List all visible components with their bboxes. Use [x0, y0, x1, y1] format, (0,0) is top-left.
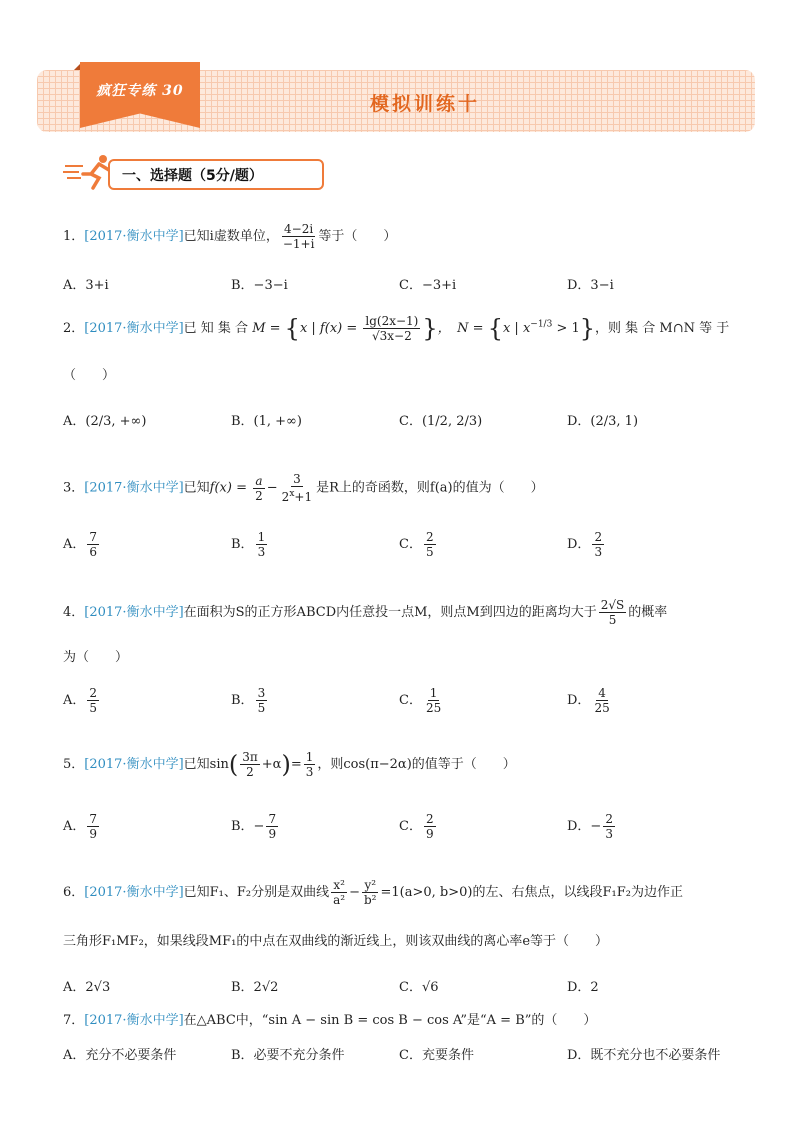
denominator: b²: [364, 893, 377, 907]
question-number: 1．: [63, 229, 85, 244]
question-number: 5．: [63, 757, 85, 772]
question-source: [2017·衡水中学]: [84, 480, 184, 496]
option-a[interactable]: A．充分不必要条件: [63, 1048, 177, 1063]
option-d[interactable]: D．3−i: [567, 278, 614, 293]
option-d[interactable]: D． $\frac{2}{3}$: [567, 530, 603, 559]
question-number: 3．: [63, 480, 85, 496]
numerator: 3: [293, 472, 301, 486]
question-number: 4．: [63, 605, 85, 620]
question-number: 6．: [63, 885, 85, 900]
question-number: 7．: [63, 1013, 85, 1028]
option-a[interactable]: A．2√3: [63, 980, 111, 995]
option-d[interactable]: D．2: [567, 980, 599, 995]
math-text: ， N =: [437, 321, 488, 336]
math-text: > 1: [552, 321, 580, 336]
option-b[interactable]: B．必要不充分条件: [231, 1048, 345, 1063]
fraction: [253, 474, 265, 503]
section-title: 一、选择题（5分/题）: [122, 168, 263, 184]
numerator: lg(2x−1): [365, 314, 419, 328]
question-text: 在△ABC中，“sin A − sin B = cos B − cos A”是“A = B”的（ ）: [183, 1013, 597, 1028]
math-text: −: [266, 480, 278, 496]
option-b[interactable]: B．−3−i: [231, 278, 288, 293]
option-b[interactable]: B．− $\frac{7}{9}$: [231, 812, 277, 841]
fraction: [280, 472, 314, 504]
option-b[interactable]: B． $\frac{1}{3}$: [231, 530, 266, 559]
brace: }: [579, 314, 596, 343]
option-b[interactable]: B．2√2: [231, 980, 279, 995]
option-d[interactable]: D．既不充分也不必要条件: [567, 1048, 721, 1063]
question-4-line2: 为（ ）: [63, 650, 129, 665]
option-d[interactable]: D．− $\frac{2}{3}$: [567, 812, 613, 841]
fraction: [363, 314, 420, 343]
question-text: 已知: [183, 480, 210, 496]
numerator: a: [255, 473, 263, 488]
fraction: [240, 750, 260, 779]
denominator: 2: [255, 488, 263, 503]
brace: {: [284, 314, 300, 343]
option-c[interactable]: C．充要条件: [399, 1048, 474, 1063]
math-text: =: [290, 757, 302, 772]
denominator: a²: [333, 893, 346, 907]
fraction: [281, 222, 317, 251]
question-1: [63, 222, 743, 251]
section-heading: [108, 159, 324, 190]
fraction: [331, 878, 347, 907]
option-c[interactable]: C． $\frac{2}{9}$: [399, 812, 434, 841]
option-a[interactable]: A． $\frac{7}{9}$: [63, 812, 98, 841]
badge-text: 疯狂专练 30: [96, 83, 184, 99]
question-4: [63, 598, 743, 627]
question-3: [63, 472, 743, 504]
paren: ): [281, 750, 291, 779]
math-text: M =: [252, 321, 285, 336]
numerator: 1: [305, 750, 314, 764]
numerator: x²: [333, 878, 345, 892]
question-text: 已知sin: [183, 757, 229, 772]
option-c[interactable]: C．−3+i: [399, 278, 457, 293]
option-c[interactable]: C．√6: [399, 980, 439, 995]
option-c[interactable]: C． $\frac{2}{5}$: [399, 530, 434, 559]
fraction: [362, 878, 379, 907]
numerator: 4−2i: [284, 222, 314, 236]
option-a[interactable]: A． $\frac{2}{5}$: [63, 686, 98, 715]
math-text: x | x: [502, 321, 531, 336]
exponent: −1/3: [530, 319, 553, 330]
question-5: [63, 750, 743, 779]
question-text: 在面积为S的正方形ABCD内任意投一点M，则点M到四边的距离均大于: [183, 605, 597, 620]
fraction: [304, 750, 316, 779]
option-d[interactable]: D． $\frac{4}{25}$: [567, 686, 610, 715]
question-source: [2017·衡水中学]: [84, 321, 184, 336]
question-2: [63, 314, 743, 343]
question-text: ，则 集 合 M∩N 等 于: [595, 321, 730, 336]
question-6-line2: 三角形F₁MF₂，如果线段MF₁的中点在双曲线的渐近线上，则该双曲线的离心率e等于（ ）: [63, 934, 609, 949]
question-6: 6．[2017·衡水中学]已知F₁、F₂分别是双曲线 $\frac{\text{x²}}{\text{a²}}$ − $\frac{\text{y²}}{\text{b²}}$ =1(a>0, b>0)的左、右焦点，以线段F₁F₂为边作正: [63, 878, 683, 907]
brace: {: [487, 314, 503, 343]
option-b[interactable]: B．(1, +∞): [231, 414, 302, 429]
question-source: [2017·衡水中学]: [84, 605, 184, 620]
denominator: $2^x+1$: [281, 489, 313, 504]
numerator: y²: [364, 878, 377, 892]
option-d[interactable]: D．(2/3, 1): [567, 414, 639, 429]
question-7: [63, 1011, 743, 1031]
question-source: [2017·衡水中学]: [84, 1013, 184, 1028]
fraction: [599, 598, 627, 627]
option-c[interactable]: C．(1/2, 2/3): [399, 414, 483, 429]
math-text: x | f(x) =: [299, 321, 362, 336]
question-source: [2017·衡水中学]: [84, 757, 184, 772]
question-text: 已 知 集 合: [183, 321, 249, 336]
question-number: 2．: [63, 321, 85, 336]
option-a[interactable]: A． $\frac{7}{6}$: [63, 530, 98, 559]
question-text: 的左、右焦点，以线段F₁F₂为边作正: [472, 885, 683, 900]
denominator: −1+i: [282, 237, 315, 251]
paren: (: [228, 750, 239, 779]
numerator: 3π: [242, 750, 258, 764]
option-a[interactable]: A．(2/3, +∞): [63, 414, 147, 429]
math-text: f(x) =: [209, 480, 252, 496]
denominator: 2: [246, 765, 254, 779]
question-text: 的概率: [628, 605, 668, 620]
page-title: 模拟训练十: [369, 93, 480, 115]
denominator: √3x−2: [371, 329, 412, 343]
question-text: 已知i虚数单位，: [183, 229, 279, 244]
math-text: =1(a>0, b>0): [380, 885, 473, 900]
numerator: 2√S: [600, 598, 625, 612]
option-b[interactable]: B． $\frac{3}{5}$: [231, 686, 266, 715]
brace: }: [422, 314, 438, 343]
denominator: 3: [305, 765, 314, 779]
option-c[interactable]: C． $\frac{1}{25}$: [399, 686, 442, 715]
question-text: 是R上的奇函数，则f(a)的值为（ ）: [316, 480, 544, 496]
math-text: +α: [261, 757, 282, 772]
denominator: 5: [608, 613, 617, 627]
question-source: [2017·衡水中学]: [84, 885, 184, 900]
question-source: [2017·衡水中学]: [84, 229, 184, 244]
option-a[interactable]: A．3+i: [63, 278, 109, 293]
question-text: 等于（ ）: [318, 229, 397, 244]
question-text: ，则cos(π−2α)的值等于（ ）: [317, 757, 516, 772]
question-2-line2: （ ）: [63, 368, 116, 383]
question-text: 已知F₁、F₂分别是双曲线: [183, 885, 330, 900]
